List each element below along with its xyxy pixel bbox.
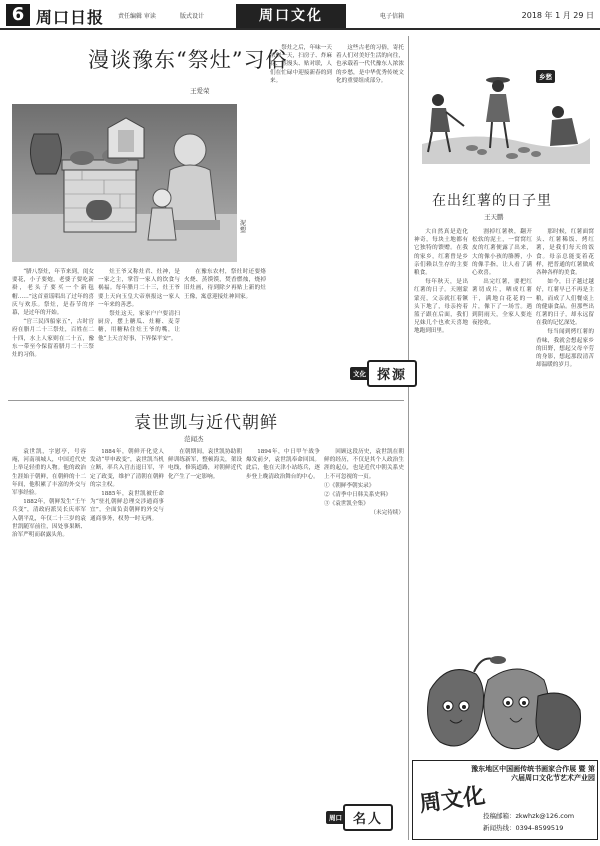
sweet-potato-icon	[418, 650, 588, 758]
clay-figures-image	[12, 104, 237, 262]
article1-paragraph: “腊八祭灶，年节来到，闺女要花，小子要炮，老婆子要吃新褂，老头子要买一个新毡帽……”这首童谣唱出了过年的喜庆与欢乐。祭灶，是春节的序幕，是过年的开始。	[12, 269, 94, 317]
article2-author: 范闻杰	[184, 435, 204, 443]
badge-label-small: 乡愁	[536, 70, 555, 83]
farmers-illustration	[412, 60, 592, 168]
article2-column-2	[90, 448, 164, 840]
ad-email-label: 投稿邮箱：	[483, 812, 516, 820]
paper-logo: 周口日报	[36, 8, 105, 27]
article2-paragraph: 1894年，中日甲午战争爆发前夕，袁世凯奉命回国。此后，他在天津小站练兵，逐步登上晚清政治舞台的中心。	[246, 449, 320, 480]
advertisement-box	[412, 760, 598, 840]
article3-column-2	[472, 228, 532, 644]
photo-caption: 泥塑	[240, 220, 247, 234]
badge-label-big: 名人	[343, 804, 393, 831]
article3-paragraph: 出完红薯，要把红薯切成片，晒成红薯干，满地白花花的一片，像下了一场雪。遇到阴雨天，全家人要连夜抢收。	[472, 279, 532, 327]
ad-phone-line	[483, 823, 563, 832]
article3-paragraph: 如今，日子越过越好，红薯早已不再是主粮，而成了人们餐桌上的健康食品。但那些出红薯的日子，却永远留在我的记忆深处。	[536, 279, 594, 327]
article3-paragraph: 每年秋天，是出红薯的日子。天刚蒙蒙亮，父亲就扛着镢头下地了，母亲挎着篮子跟在后面，我们兄妹几个也欢天喜地地跑到田里。	[414, 279, 468, 335]
article1-paragraph: 灶王爷又称灶君、灶神，是一家之主，掌管一家人的饮食与祸福。每年腊月二十三，灶王爷要上天向玉皇大帝禀报这一家人一年来的善恶。	[98, 269, 180, 308]
article1-paragraph: 在豫东农村，祭灶时还要烙火烧、蒸馍馍，焚香燃烛，烧掉旧灶画，待到除夕再贴上新的灶王像，寓意迎接灶神回家。	[184, 269, 266, 300]
article2-paragraph: 1885年，袁世凯被任命为“驻扎朝鲜总理交涉通商事宜”，全面负责朝鲜的外交与通商事务，权势一时无两。	[90, 491, 164, 522]
article2-paragraph: 袁世凯，字慰亭，号容庵，河南项城人，中国近代史上举足轻重的人物。他的政治生涯始于朝鲜，在朝鲜的十二年间，他积累了丰富的外交与军事经验。	[12, 449, 86, 497]
article1-column-4	[270, 44, 332, 340]
culture-origin-badge	[350, 360, 417, 387]
badge-label-small: 周口	[326, 811, 345, 824]
article1-column-2	[98, 268, 180, 396]
email-label: 电子信箱	[380, 13, 405, 20]
issue-date: 2018 年 1 月 29 日	[521, 11, 594, 20]
article2-title: 袁世凯与近代朝鲜	[134, 413, 278, 433]
article3-title: 在出红薯的日子里	[432, 193, 552, 209]
ad-email[interactable]: zkwhzk@126.com	[515, 812, 575, 820]
article1-paragraph: 祭灶这天，家家户户要清扫厨房，摆上糖瓜、灶糖、麦芽糖，用糖粘住灶王爷的嘴，让他“上天言好事，下界保平安”。	[98, 311, 180, 342]
ad-email-line	[483, 811, 574, 820]
article3-author: 王天鹏	[484, 213, 504, 221]
zhoukou-celebrity-badge	[326, 804, 393, 831]
article2-paragraph: 1884年，朝鲜开化党人发动“甲申政变”，袁世凯当机立断，率兵入宫击退日军，平定了政变，维护了清朝在朝鲜的宗主权。	[90, 449, 164, 488]
article3-paragraph: 大自然真是造化神奇，每块土地都有它独特的馈赠。在我的家乡，红薯曾是乡亲们赖以生存的主要粮食。	[414, 229, 468, 277]
ad-logo: 周文化	[417, 782, 487, 818]
page-number: 6	[6, 4, 30, 26]
article2-paragraph: 在朝期间，袁世凯协助朝鲜训练新军，整顿海关，架设电线，修筑道路，对朝鲜近代化产生了一定影响。	[168, 449, 242, 480]
section-title: 周口文化	[236, 4, 346, 28]
masthead	[0, 0, 600, 30]
ad-headline: 豫东地区中国画传统书画家合作展 暨 第六届周口文化节艺术产业园	[471, 765, 595, 782]
farmers-harvest-icon	[412, 60, 592, 168]
article1-title: 漫谈豫东“祭灶”习俗	[88, 48, 288, 72]
sweet-potato-illustration	[418, 650, 588, 758]
footnote: ①《朝鲜李朝实录》	[324, 482, 375, 489]
badge-label-big: 探源	[367, 360, 417, 387]
clay-sculpture-photo	[12, 104, 237, 262]
article1-paragraph: 祭灶之后，年味一天浓似一天，扫房子、炸麻花、蒸馒头、贴对联，人们在忙碌中迎接新春的到来。	[270, 45, 332, 84]
article2-column-3	[168, 448, 242, 840]
nostalgia-badge	[536, 70, 555, 83]
article3-column-3	[536, 228, 594, 644]
article2-column-4	[246, 448, 320, 840]
article2-paragraph: 1882年，朝鲜发生“壬午兵变”，清政府派吴长庆率军入朝平乱，年仅二十三岁的袁世凯随军前往，因处事果断、治军严明而崭露头角。	[12, 499, 86, 539]
article2-paragraph: 回顾这段历史，袁世凯在朝鲜的经历，不仅是其个人政治生涯的起点，也是近代中朝关系史上不可忽视的一页。	[324, 449, 404, 480]
article1-paragraph: 这些古老的习俗，寄托着人们对美好生活的向往，也承载着一代代豫东人浓浓的乡愁，是中华优秀传统文化的重要组成部分。	[336, 45, 404, 84]
design-credits: 版式设计	[180, 13, 205, 20]
article3-paragraph: 每当闻到烤红薯的香味，我就会想起家乡的田野，想起父母辛劳的身影，想起那段清苦却温暖的岁月。	[536, 329, 594, 369]
badge-label-small: 文化	[350, 367, 369, 380]
ad-phone: 0394-8599519	[515, 824, 564, 832]
article2-column-5	[324, 448, 404, 790]
footnote: ③《袁世凯全集》	[324, 501, 369, 508]
article3-column-1	[414, 228, 468, 644]
article1-column-5	[336, 44, 404, 396]
article2-column-1	[12, 448, 86, 840]
ad-phone-label: 新闻热线：	[483, 824, 516, 832]
footnote: ②《清季中日韩关系史料》	[324, 492, 392, 499]
column-divider	[408, 36, 409, 840]
article1-column-1	[12, 268, 94, 396]
article1-author: 王爱荣	[190, 87, 210, 95]
editor-credits: 责任编辑 审读	[118, 13, 156, 20]
article1-column-3	[184, 268, 266, 396]
article1-paragraph: “官三民四船家五”，古时官府在腊月二十三祭灶，百姓在二十四，水上人家则在二十五，豫东一带至今保留着腊月二十三祭灶的习俗。	[12, 319, 94, 359]
article3-paragraph: 割掉红薯秧，翻开松软的泥土，一窝窝红皮的红薯便露了出来，大的像小孩的胳膊，小的像手指，让人看了满心欢喜。	[472, 229, 532, 277]
section-divider	[8, 400, 404, 401]
article3-paragraph: 那时候，红薯面窝头、红薯稀饭、烤红薯，是我们每天的饭食。母亲总能变着花样，把普通的红薯做成各种各样的美食。	[536, 229, 594, 277]
sign-off: （未完待续）	[370, 510, 404, 517]
